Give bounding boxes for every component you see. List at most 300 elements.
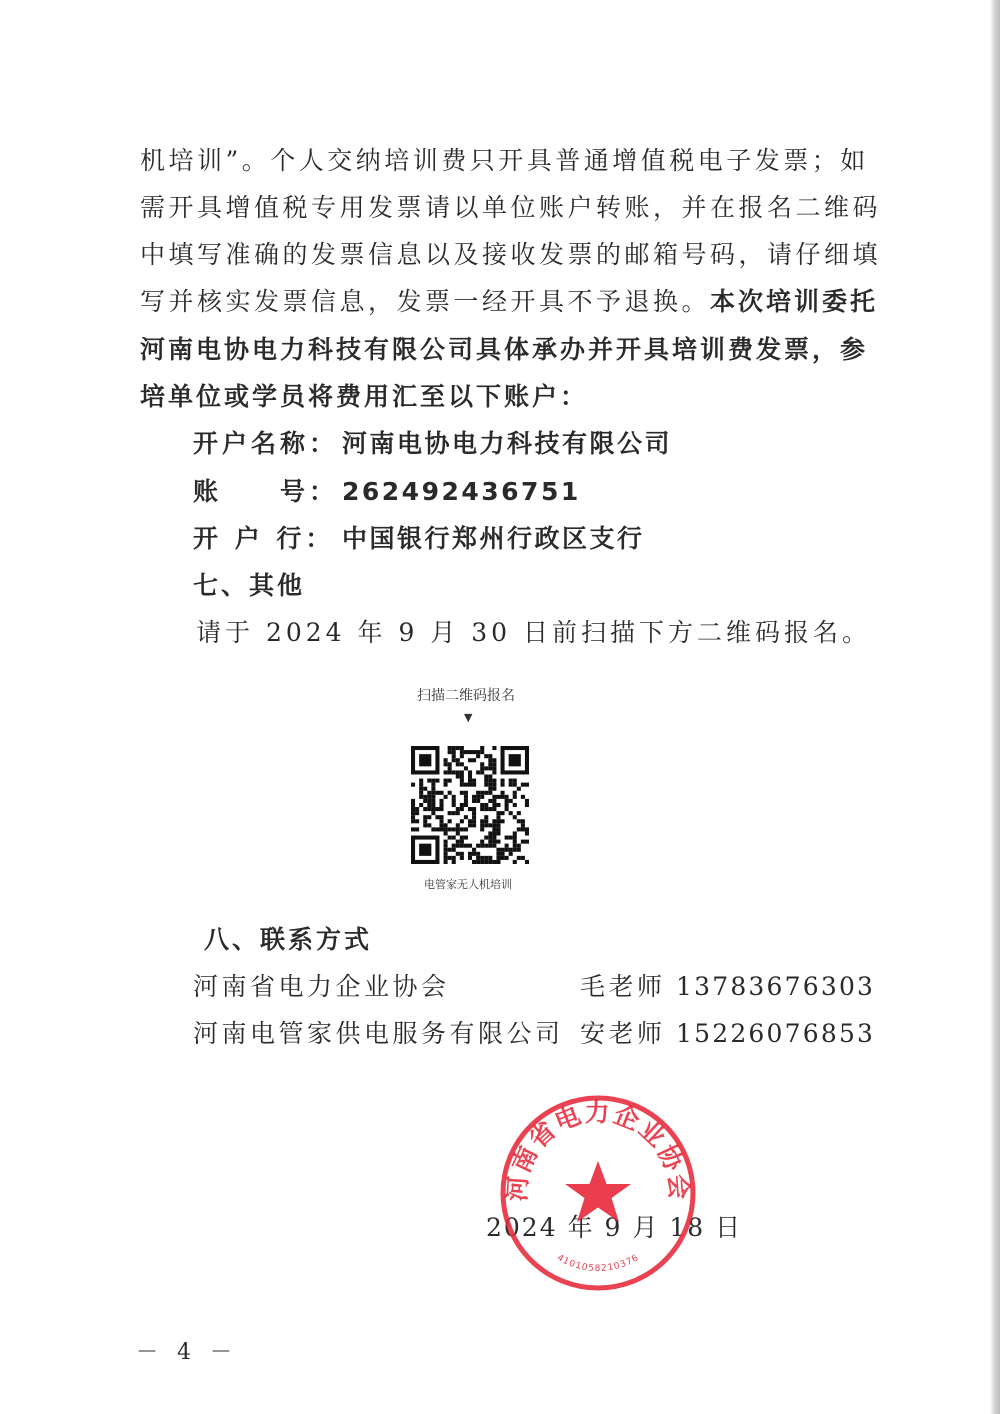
- qr-module: [456, 827, 460, 831]
- qr-module: [468, 856, 472, 860]
- qr-code[interactable]: [411, 746, 529, 864]
- qr-module: [419, 795, 423, 799]
- qr-finder-pattern: [419, 754, 431, 766]
- qr-module: [501, 791, 505, 795]
- qr-module: [488, 836, 492, 840]
- qr-module: [521, 840, 525, 844]
- qr-module: [431, 795, 435, 799]
- qr-module: [480, 823, 484, 827]
- qr-module: [496, 856, 500, 860]
- qr-module: [452, 750, 456, 754]
- qr-module: [472, 852, 476, 856]
- qr-module: [415, 807, 419, 811]
- qr-module: [427, 791, 431, 795]
- qr-module: [480, 856, 484, 860]
- qr-module: [439, 827, 443, 831]
- seal-name-text: 河南省电力企业协会: [502, 1098, 694, 1203]
- qr-module: [448, 746, 452, 750]
- qr-module: [492, 779, 496, 783]
- qr-module: [484, 819, 488, 823]
- qr-module: [484, 766, 488, 770]
- qr-module: [476, 799, 480, 803]
- qr-module: [456, 852, 460, 856]
- paragraph-line-2: 需开具增值税专用发票请以单位账户转账，并在报名二维码: [140, 193, 882, 222]
- qr-module: [513, 848, 517, 852]
- qr-module: [513, 783, 517, 787]
- qr-module: [419, 783, 423, 787]
- qr-module: [517, 819, 521, 823]
- qr-module: [460, 791, 464, 795]
- qr-module: [492, 860, 496, 864]
- qr-module: [484, 783, 488, 787]
- qr-module: [492, 787, 496, 791]
- qr-module: [480, 762, 484, 766]
- qr-module: [501, 856, 505, 860]
- qr-module: [496, 815, 500, 819]
- qr-module: [484, 791, 488, 795]
- qr-module: [452, 856, 456, 860]
- qr-module: [484, 807, 488, 811]
- qr-module: [480, 827, 484, 831]
- qr-module: [509, 811, 513, 815]
- qr-module: [464, 803, 468, 807]
- qr-module: [492, 840, 496, 844]
- qr-module: [472, 819, 476, 823]
- qr-module: [448, 762, 452, 766]
- qr-module: [513, 791, 517, 795]
- qr-module: [472, 783, 476, 787]
- qr-module: [468, 758, 472, 762]
- qr-module: [476, 844, 480, 848]
- qr-module: [488, 844, 492, 848]
- qr-module: [501, 811, 505, 815]
- qr-module: [492, 799, 496, 803]
- qr-module: [505, 844, 509, 848]
- qr-module: [456, 762, 460, 766]
- qr-module: [509, 852, 513, 856]
- qr-module: [448, 848, 452, 852]
- qr-module: [456, 844, 460, 848]
- qr-module: [488, 840, 492, 844]
- qr-module: [509, 783, 513, 787]
- qr-module: [468, 774, 472, 778]
- qr-module: [448, 811, 452, 815]
- qr-module: [525, 783, 529, 787]
- qr-module: [501, 795, 505, 799]
- qr-module: [460, 750, 464, 754]
- qr-module: [472, 815, 476, 819]
- qr-module: [501, 819, 505, 823]
- qr-module: [427, 823, 431, 827]
- qr-module: [439, 819, 443, 823]
- qr-module: [423, 819, 427, 823]
- qr-module: [521, 823, 525, 827]
- qr-module: [452, 811, 456, 815]
- qr-module: [484, 774, 488, 778]
- contact-phone-1: 13783676303: [676, 972, 876, 1001]
- qr-module: [444, 852, 448, 856]
- qr-module: [444, 779, 448, 783]
- qr-module: [488, 791, 492, 795]
- qr-module: [423, 799, 427, 803]
- qr-module: [431, 827, 435, 831]
- qr-module: [460, 803, 464, 807]
- qr-module: [448, 770, 452, 774]
- qr-module: [431, 799, 435, 803]
- qr-module: [484, 754, 488, 758]
- account-name-value: 河南电协电力科技有限公司: [342, 429, 673, 458]
- qr-module: [419, 791, 423, 795]
- qr-module: [460, 783, 464, 787]
- contact-org-1: 河南省电力企业协会: [193, 972, 450, 1001]
- qr-module: [464, 791, 468, 795]
- page-number: － 4 －: [136, 1340, 238, 1365]
- qr-module: [460, 844, 464, 848]
- qr-module: [488, 807, 492, 811]
- qr-module: [492, 844, 496, 848]
- qr-module: [492, 770, 496, 774]
- qr-module: [460, 840, 464, 844]
- qr-module: [448, 856, 452, 860]
- qr-module: [492, 807, 496, 811]
- qr-module: [480, 819, 484, 823]
- qr-module: [517, 848, 521, 852]
- qr-module: [460, 852, 464, 856]
- qr-module: [435, 791, 439, 795]
- qr-module: [521, 856, 525, 860]
- qr-module: [411, 827, 415, 831]
- qr-module: [480, 791, 484, 795]
- qr-module: [492, 758, 496, 762]
- qr-module: [448, 766, 452, 770]
- qr-module: [452, 799, 456, 803]
- qr-module: [427, 779, 431, 783]
- qr-module: [517, 827, 521, 831]
- qr-module: [427, 815, 431, 819]
- account-name-label: 开户名称：: [193, 429, 339, 458]
- qr-module: [472, 823, 476, 827]
- qr-module: [476, 795, 480, 799]
- qr-module: [496, 827, 500, 831]
- qr-module: [488, 787, 492, 791]
- qr-module: [431, 791, 435, 795]
- qr-module: [517, 844, 521, 848]
- qr-module: [492, 831, 496, 835]
- qr-module: [468, 823, 472, 827]
- qr-module: [476, 860, 480, 864]
- qr-module: [464, 815, 468, 819]
- qr-module: [448, 750, 452, 754]
- qr-module: [468, 844, 472, 848]
- scan-edge-shadow: [990, 0, 1000, 1414]
- qr-module: [505, 836, 509, 840]
- qr-module: [505, 856, 509, 860]
- qr-module: [496, 840, 500, 844]
- qr-module: [439, 807, 443, 811]
- official-seal: [498, 1093, 698, 1293]
- qr-module: [480, 840, 484, 844]
- qr-module: [492, 795, 496, 799]
- qr-module: [513, 779, 517, 783]
- qr-module: [513, 831, 517, 835]
- qr-module: [468, 852, 472, 856]
- paragraph-bold-line-2: 培单位或学员将费用汇至以下账户：: [140, 382, 589, 411]
- qr-module: [472, 848, 476, 852]
- qr-module: [444, 840, 448, 844]
- qr-module: [452, 836, 456, 840]
- qr-module: [488, 856, 492, 860]
- qr-module: [513, 803, 517, 807]
- qr-module: [472, 807, 476, 811]
- qr-module: [435, 779, 439, 783]
- section-7-heading: 七、其他: [193, 571, 306, 600]
- qr-module: [464, 836, 468, 840]
- qr-module: [480, 807, 484, 811]
- qr-module: [452, 754, 456, 758]
- qr-module: [431, 783, 435, 787]
- paragraph-line-1: 机培训”。个人交纳培训费只开具普通增值税电子发票；如: [140, 146, 869, 175]
- qr-module: [484, 779, 488, 783]
- qr-module: [505, 848, 509, 852]
- qr-module: [492, 746, 496, 750]
- qr-module: [423, 823, 427, 827]
- qr-module: [509, 848, 513, 852]
- qr-module: [480, 750, 484, 754]
- qr-module: [460, 807, 464, 811]
- qr-module: [488, 758, 492, 762]
- contact-phone-2: 15226076853: [676, 1019, 876, 1048]
- qr-module: [423, 787, 427, 791]
- qr-module: [411, 799, 415, 803]
- qr-module: [488, 823, 492, 827]
- seal-star-icon: [565, 1161, 631, 1222]
- qr-top-caption: 扫描二维码报名: [417, 688, 515, 704]
- qr-module: [488, 783, 492, 787]
- qr-module: [513, 860, 517, 864]
- qr-module: [476, 856, 480, 860]
- qr-module: [452, 795, 456, 799]
- qr-module: [488, 779, 492, 783]
- qr-module: [496, 860, 500, 864]
- qr-module: [452, 860, 456, 864]
- qr-module: [460, 836, 464, 840]
- qr-module: [460, 746, 464, 750]
- qr-module: [525, 831, 529, 835]
- qr-module: [509, 836, 513, 840]
- qr-module: [431, 779, 435, 783]
- qr-module: [476, 770, 480, 774]
- qr-module: [513, 836, 517, 840]
- qr-module: [411, 811, 415, 815]
- qr-module: [505, 795, 509, 799]
- qr-module: [496, 831, 500, 835]
- qr-module: [480, 860, 484, 864]
- seal-code-text: 4101058210376: [554, 1253, 642, 1274]
- qr-module: [468, 819, 472, 823]
- qr-module: [419, 787, 423, 791]
- qr-module: [460, 827, 464, 831]
- account-number-label: 账 号：: [193, 477, 339, 506]
- qr-module: [435, 815, 439, 819]
- contact-person-2: 安老师: [580, 1019, 666, 1048]
- paragraph-line-4: [140, 287, 878, 317]
- qr-module: [496, 803, 500, 807]
- qr-module: [456, 831, 460, 835]
- qr-module: [488, 799, 492, 803]
- qr-module: [492, 823, 496, 827]
- qr-module: [456, 770, 460, 774]
- qr-finder-pattern: [419, 844, 431, 856]
- qr-module: [456, 807, 460, 811]
- qr-module: [448, 819, 452, 823]
- qr-module: [472, 779, 476, 783]
- qr-module: [444, 823, 448, 827]
- qr-module: [456, 758, 460, 762]
- qr-module: [484, 856, 488, 860]
- qr-module: [521, 827, 525, 831]
- account-bank-value: 中国银行郑州行政区支行: [342, 524, 645, 553]
- qr-module: [492, 827, 496, 831]
- qr-module: [488, 762, 492, 766]
- qr-module: [415, 827, 419, 831]
- qr-module: [444, 770, 448, 774]
- qr-module: [468, 779, 472, 783]
- qr-module: [484, 815, 488, 819]
- qr-module: [484, 844, 488, 848]
- section-8-heading: 八、联系方式: [204, 925, 373, 954]
- section-7-text: 请于 2024 年 9 月 30 日前扫描下方二维码报名。: [196, 618, 872, 647]
- qr-module: [484, 860, 488, 864]
- qr-module: [431, 787, 435, 791]
- qr-module: [452, 803, 456, 807]
- qr-module: [525, 860, 529, 864]
- qr-module: [521, 795, 525, 799]
- qr-finder-pattern: [509, 754, 521, 766]
- qr-module: [415, 819, 419, 823]
- qr-module: [492, 766, 496, 770]
- qr-module: [501, 852, 505, 856]
- qr-module: [444, 831, 448, 835]
- qr-module: [464, 799, 468, 803]
- qr-module: [496, 848, 500, 852]
- qr-module: [456, 811, 460, 815]
- qr-module: [517, 856, 521, 860]
- qr-module: [480, 770, 484, 774]
- qr-module: [472, 799, 476, 803]
- qr-module: [411, 803, 415, 807]
- qr-module: [439, 791, 443, 795]
- qr-module: [496, 823, 500, 827]
- qr-module: [501, 783, 505, 787]
- qr-module: [411, 819, 415, 823]
- qr-module: [492, 762, 496, 766]
- account-number-value: 262492436751: [342, 477, 581, 506]
- qr-module: [492, 836, 496, 840]
- qr-module: [464, 783, 468, 787]
- qr-module: [476, 754, 480, 758]
- qr-module: [488, 766, 492, 770]
- qr-module: [435, 807, 439, 811]
- qr-module: [452, 844, 456, 848]
- qr-module: [444, 844, 448, 848]
- qr-module: [456, 774, 460, 778]
- qr-module: [472, 860, 476, 864]
- qr-module: [513, 844, 517, 848]
- qr-module: [439, 815, 443, 819]
- qr-module: [472, 750, 476, 754]
- qr-module: [492, 819, 496, 823]
- qr-module: [509, 799, 513, 803]
- qr-module: [444, 762, 448, 766]
- qr-module: [431, 811, 435, 815]
- qr-module: [468, 783, 472, 787]
- qr-module: [484, 823, 488, 827]
- qr-module: [472, 811, 476, 815]
- qr-bottom-caption: 电管家无人机培训: [424, 878, 512, 891]
- qr-module: [464, 844, 468, 848]
- account-bank-label: 开 户 行：: [193, 524, 335, 553]
- qr-module: [452, 746, 456, 750]
- qr-module: [431, 803, 435, 807]
- qr-module: [488, 860, 492, 864]
- qr-module: [460, 762, 464, 766]
- qr-module: [439, 803, 443, 807]
- qr-module: [492, 783, 496, 787]
- qr-module: [460, 774, 464, 778]
- paragraph-line-3: 中填写准确的发票信息以及接收发票的邮箱号码，请仔细填: [140, 240, 882, 269]
- qr-module: [452, 758, 456, 762]
- qr-module: [439, 799, 443, 803]
- qr-module: [427, 807, 431, 811]
- qr-module: [496, 852, 500, 856]
- qr-module: [411, 783, 415, 787]
- contact-person-1: 毛老师: [580, 972, 666, 1001]
- qr-module: [468, 807, 472, 811]
- qr-module: [448, 827, 452, 831]
- qr-module: [444, 856, 448, 860]
- qr-module: [501, 848, 505, 852]
- qr-module: [525, 799, 529, 803]
- qr-module: [476, 750, 480, 754]
- qr-module: [496, 795, 500, 799]
- qr-module: [439, 823, 443, 827]
- qr-module: [484, 836, 488, 840]
- qr-module: [480, 766, 484, 770]
- qr-module: [505, 803, 509, 807]
- qr-module: [505, 799, 509, 803]
- qr-module: [427, 803, 431, 807]
- qr-module: [472, 758, 476, 762]
- qr-module: [468, 770, 472, 774]
- qr-module: [468, 750, 472, 754]
- qr-module: [456, 840, 460, 844]
- qr-arrow-icon: ▼: [464, 711, 473, 724]
- qr-module: [448, 779, 452, 783]
- qr-module: [460, 856, 464, 860]
- contact-org-2: 河南电管家供电服务有限公司: [193, 1019, 564, 1048]
- qr-module: [480, 844, 484, 848]
- qr-module: [415, 811, 419, 815]
- qr-module: [435, 827, 439, 831]
- qr-module: [517, 811, 521, 815]
- qr-module: [452, 827, 456, 831]
- qr-module: [427, 795, 431, 799]
- qr-module: [460, 754, 464, 758]
- qr-module: [521, 819, 525, 823]
- issue-date: 2024 年 9 月 18 日: [486, 1213, 743, 1242]
- qr-module: [460, 770, 464, 774]
- qr-module: [460, 779, 464, 783]
